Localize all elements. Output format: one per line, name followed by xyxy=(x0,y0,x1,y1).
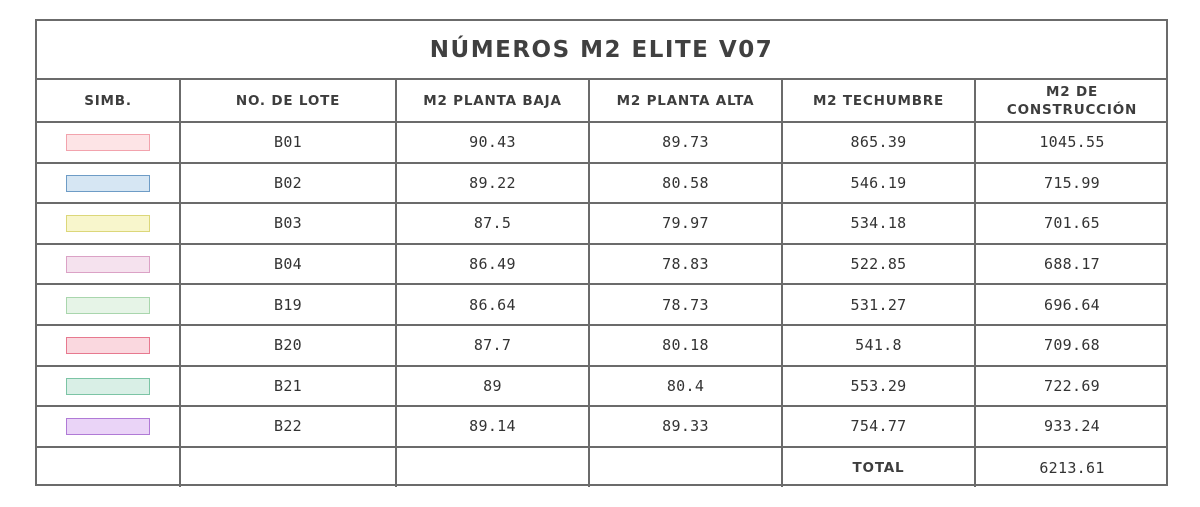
header-construccion-line1: M2 DE xyxy=(1046,83,1098,100)
table-row xyxy=(37,366,1168,407)
cell-construccion: 688.17 xyxy=(975,244,1168,285)
total-empty-cell xyxy=(589,447,782,488)
cell-planta-baja: 89 xyxy=(396,366,589,407)
lot-area-table xyxy=(37,80,1168,487)
cell-planta-alta: 89.73 xyxy=(589,122,782,163)
cell-planta-alta: 78.73 xyxy=(589,284,782,325)
total-empty-cell xyxy=(396,447,589,488)
cell-techumbre: 546.19 xyxy=(782,163,975,204)
header-planta-baja: M2 PLANTA BAJA xyxy=(396,80,589,122)
cell-planta-alta: 80.58 xyxy=(589,163,782,204)
table-row xyxy=(37,406,1168,447)
cell-construccion: 715.99 xyxy=(975,163,1168,204)
cell-construccion: 933.24 xyxy=(975,406,1168,447)
table-row xyxy=(37,325,1168,366)
color-swatch xyxy=(66,134,150,151)
cell-simb xyxy=(37,366,180,407)
header-planta-alta: M2 PLANTA ALTA xyxy=(589,80,782,122)
cell-construccion: 1045.55 xyxy=(975,122,1168,163)
cell-simb xyxy=(37,163,180,204)
table-row xyxy=(37,284,1168,325)
cell-techumbre: 553.29 xyxy=(782,366,975,407)
total-row xyxy=(37,447,1168,488)
cell-simb xyxy=(37,203,180,244)
cell-lote: B03 xyxy=(180,203,396,244)
table-row xyxy=(37,203,1168,244)
cell-simb xyxy=(37,325,180,366)
cell-planta-baja: 87.7 xyxy=(396,325,589,366)
cell-planta-baja: 86.49 xyxy=(396,244,589,285)
cell-techumbre: 534.18 xyxy=(782,203,975,244)
cell-techumbre: 754.77 xyxy=(782,406,975,447)
cell-planta-alta: 78.83 xyxy=(589,244,782,285)
cell-planta-alta: 80.4 xyxy=(589,366,782,407)
cell-construccion: 709.68 xyxy=(975,325,1168,366)
table-body xyxy=(37,122,1168,487)
header-lote: NO. DE LOTE xyxy=(180,80,396,122)
table-title: NÚMEROS M2 ELITE V07 xyxy=(429,36,774,63)
color-swatch xyxy=(66,378,150,395)
total-value: 6213.61 xyxy=(975,447,1168,488)
cell-lote: B20 xyxy=(180,325,396,366)
title-row xyxy=(37,21,1166,80)
table-row xyxy=(37,163,1168,204)
cell-lote: B19 xyxy=(180,284,396,325)
header-construccion xyxy=(975,80,1168,122)
header-simb: SIMB. xyxy=(37,80,180,122)
cell-lote: B04 xyxy=(180,244,396,285)
cell-lote: B22 xyxy=(180,406,396,447)
cell-lote: B21 xyxy=(180,366,396,407)
total-label: TOTAL xyxy=(782,447,975,488)
table-row xyxy=(37,244,1168,285)
header-construccion-line2: CONSTRUCCIÓN xyxy=(1006,101,1138,118)
cell-techumbre: 522.85 xyxy=(782,244,975,285)
color-swatch xyxy=(66,337,150,354)
cell-construccion: 722.69 xyxy=(975,366,1168,407)
total-empty-cell xyxy=(180,447,396,488)
color-swatch xyxy=(66,215,150,232)
color-swatch xyxy=(66,256,150,273)
cell-planta-alta: 79.97 xyxy=(589,203,782,244)
cell-simb xyxy=(37,284,180,325)
total-empty-cell xyxy=(37,447,180,488)
cell-lote: B01 xyxy=(180,122,396,163)
cell-techumbre: 541.8 xyxy=(782,325,975,366)
cell-planta-alta: 89.33 xyxy=(589,406,782,447)
cell-techumbre: 531.27 xyxy=(782,284,975,325)
color-swatch xyxy=(66,175,150,192)
cell-simb xyxy=(37,406,180,447)
header-row xyxy=(37,80,1168,122)
cell-planta-alta: 80.18 xyxy=(589,325,782,366)
lot-area-table-sheet xyxy=(35,19,1168,486)
cell-techumbre: 865.39 xyxy=(782,122,975,163)
cell-planta-baja: 89.22 xyxy=(396,163,589,204)
header-techumbre: M2 TECHUMBRE xyxy=(782,80,975,122)
cell-lote: B02 xyxy=(180,163,396,204)
cell-simb xyxy=(37,122,180,163)
cell-simb xyxy=(37,244,180,285)
color-swatch xyxy=(66,418,150,435)
cell-construccion: 696.64 xyxy=(975,284,1168,325)
cell-planta-baja: 86.64 xyxy=(396,284,589,325)
cell-planta-baja: 90.43 xyxy=(396,122,589,163)
table-row xyxy=(37,122,1168,163)
cell-construccion: 701.65 xyxy=(975,203,1168,244)
cell-planta-baja: 87.5 xyxy=(396,203,589,244)
cell-planta-baja: 89.14 xyxy=(396,406,589,447)
color-swatch xyxy=(66,297,150,314)
